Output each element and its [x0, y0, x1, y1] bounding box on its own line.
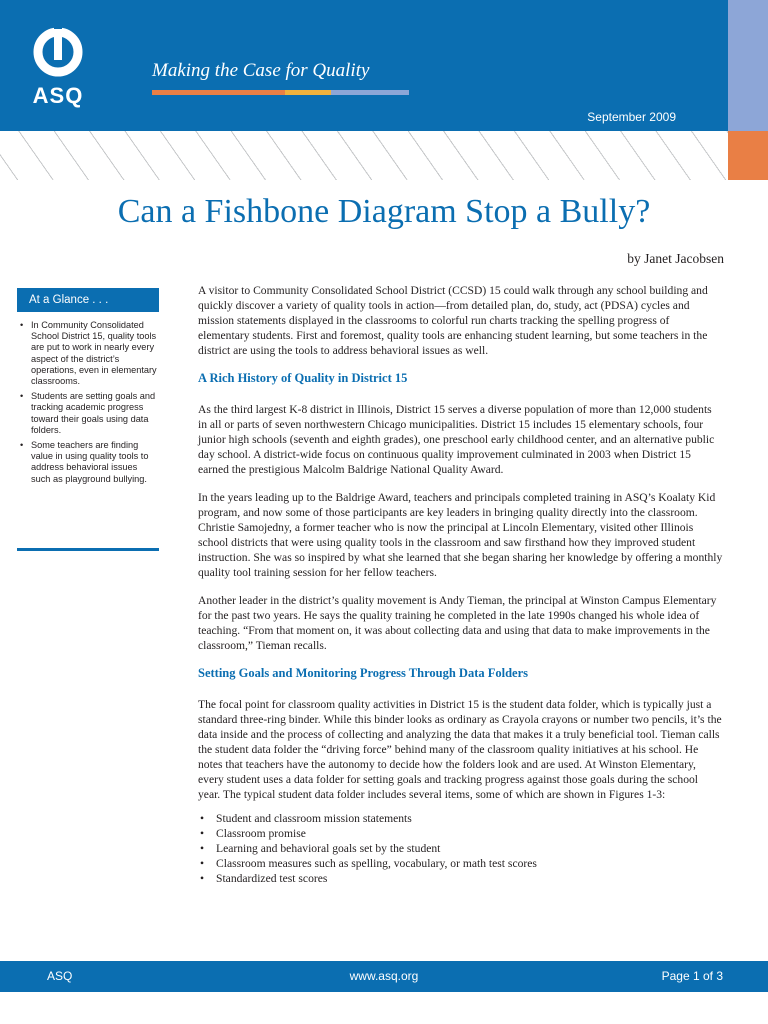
footer-org: ASQ	[47, 969, 73, 983]
intro-paragraph: A visitor to Community Consolidated School District (CCSD) 15 could walk through any school building and quickly discover a variety of quality tools in action—from detailed plan, do, study, act (PDSA) cycles and mission statements displayed in the classrooms to colorful run charts tracking the spelling progress of elementary students. First and foremost, quality tools are enhancing student learning, but some teachers in the district are using the tools to address behavioral issues as well.	[198, 284, 708, 357]
paragraph: In the years leading up to the Baldrige Award, teachers and principals completed training in ASQ’s Koalaty Kid program, and now some of those participants are key leaders in bringing quality directly into the classroom. Christie Samojedny, a former teacher who is now the principal at Lincoln Elementary, visited other Illinois school districts that were using quality tools in the classroom and saw firsthand how they improved student instruction. She was so inspired by what she learned that she began sharing her knowledge by offering a monthly quality tool training session for her fellow teachers.	[198, 491, 723, 579]
section-heading: A Rich History of Quality in District 15	[198, 371, 408, 385]
paragraph: The focal point for classroom quality activities in District 15 is the student data folder, which is typically just a standard three-ring binder. While this binder looks as ordinary as Crayola crayons or number two pencils, it’s the data inside and the process of collecting and analyzing the data that makes it a truly beneficial tool. Tieman calls the student data folder the “driving force” behind many of the classroom quality initiatives at his school. He notes that teachers have the autonomy to decide how the folders look and are used. At Winston Elementary, every student uses a data folder for setting goals and tracking progress against those goals during the school year. The typical student data folder includes several items, some of which are shown in Figures 1-3:	[198, 698, 722, 801]
list-item: • In Community Consolidated School District 15, quality tools are put to work in nearly every aspect of the district’s operations, even in elementary classrooms.	[31, 320, 159, 387]
at-a-glance-heading: At a Glance . . .	[17, 288, 159, 312]
at-a-glance-list	[17, 320, 159, 485]
byline: by Janet Jacobsen	[627, 251, 724, 266]
tagline-underline	[152, 90, 409, 95]
list-item: • Students are setting goals and tracking academic progress toward their goals using data folders.	[31, 391, 159, 436]
tagline: Making the Case for Quality	[152, 60, 370, 81]
paragraph: Another leader in the district’s quality movement is Andy Tieman, the principal at Winston Campus Elementary for the past two years. He says the quality training he completed in the late 1990s changed his whole idea of teaching. “From that moment on, it was about collecting data and using that data to make improvements in the classroom,” Tieman recalls.	[198, 594, 717, 652]
list-item: • Student and classroom mission statements	[198, 811, 723, 826]
corner-stripe-blue	[728, 0, 768, 131]
paragraph: As the third largest K-8 district in Illinois, District 15 serves a diverse population of more than 12,000 students in all or parts of seven northwestern Chicago municipalities. District 15 includes 15 elementary schools, four junior high schools (seventh and eighth grades), one preschool early childhood center, and an alternative public day school. A district-wide focus on continuous quality improvement culminated in 2003 when District 15 earned the prestigious Malcolm Baldrige National Quality Award.	[198, 403, 715, 476]
article-body	[198, 283, 723, 886]
logo-text: ASQ	[32, 83, 84, 108]
page-number: Page 1 of 3	[661, 969, 723, 983]
data-folder-items-list	[198, 811, 723, 886]
list-item: • Some teachers are finding value in using quality tools to address behavioral issues such as playground bullying.	[31, 440, 159, 485]
hatch-divider	[0, 131, 728, 180]
section-heading: Setting Goals and Monitoring Progress Through Data Folders	[198, 666, 529, 680]
list-item: • Standardized test scores	[198, 871, 723, 886]
footer-bar	[0, 961, 768, 992]
footer-url-link[interactable]: www.asq.org	[349, 969, 419, 983]
at-a-glance-box	[17, 288, 159, 489]
list-item: • Learning and behavioral goals set by the student	[198, 841, 723, 856]
list-item: • Classroom promise	[198, 826, 723, 841]
header-banner	[0, 0, 728, 131]
article-title: Can a Fishbone Diagram Stop a Bully?	[117, 193, 651, 230]
issue-date: September 2009	[587, 110, 676, 124]
sidebar-bottom-rule	[17, 548, 159, 551]
list-item: • Classroom measures such as spelling, vocabulary, or math test scores	[198, 856, 723, 871]
corner-stripe-orange	[728, 131, 768, 180]
